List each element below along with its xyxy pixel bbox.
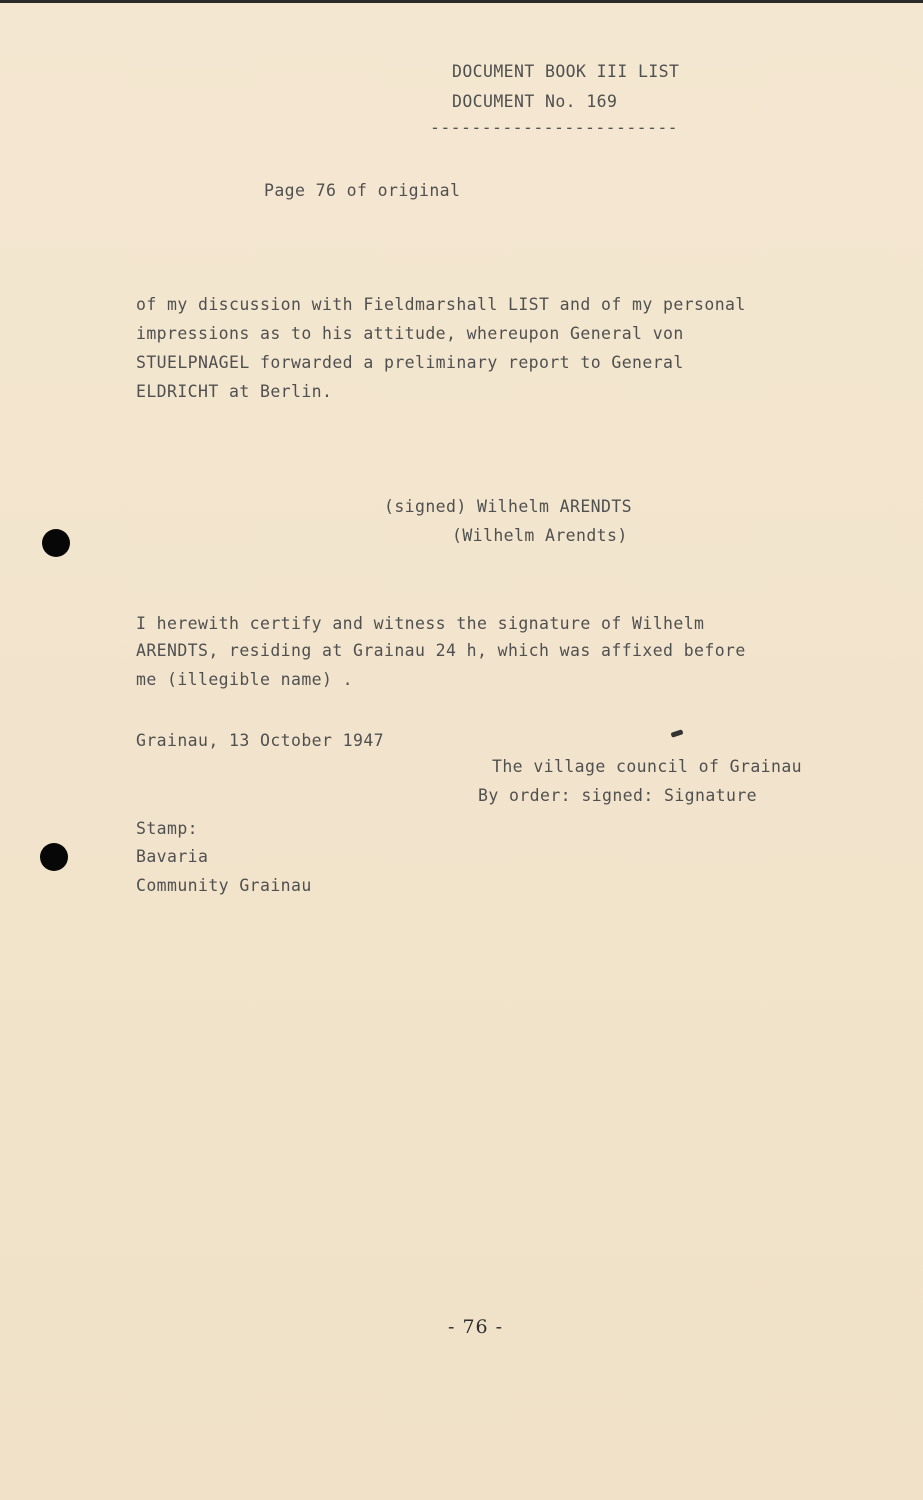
- signature-printed-name: (Wilhelm Arendts): [452, 526, 628, 545]
- document-book-heading: DOCUMENT BOOK III LIST: [452, 62, 680, 81]
- body-line: impressions as to his attitude, whereupon General von: [136, 324, 684, 343]
- stamp-label: Stamp:: [136, 819, 199, 838]
- pencil-mark: [671, 729, 684, 737]
- council-signature: By order: signed: Signature: [478, 786, 758, 805]
- signature-signed: (signed) Wilhelm ARENDTS: [384, 497, 633, 516]
- punch-hole: [40, 843, 68, 871]
- body-line: of my discussion with Fieldmarshall LIST and of my personal: [136, 295, 746, 314]
- stamp-line: Community Grainau: [136, 876, 312, 895]
- certification-line: me (illegible name) .: [136, 670, 354, 689]
- stamp-line: Bavaria: [136, 847, 209, 866]
- page-reference: Page 76 of original: [264, 181, 461, 200]
- punch-hole: [42, 529, 70, 557]
- place-and-date: Grainau, 13 October 1947: [136, 731, 385, 750]
- body-line: ELDRICHT at Berlin.: [136, 382, 333, 401]
- top-edge: [0, 0, 923, 3]
- header-rule: ------------------------: [430, 118, 679, 137]
- village-council: The village council of Grainau: [492, 757, 803, 776]
- body-line: STUELPNAGEL forwarded a preliminary report to General: [136, 353, 684, 372]
- certification-line: ARENDTS, residing at Grainau 24 h, which was affixed before: [136, 641, 746, 660]
- page-number: - 76 -: [448, 1316, 504, 1338]
- document-number: DOCUMENT No. 169: [452, 92, 618, 111]
- certification-line: I herewith certify and witness the signature of Wilhelm: [136, 614, 705, 633]
